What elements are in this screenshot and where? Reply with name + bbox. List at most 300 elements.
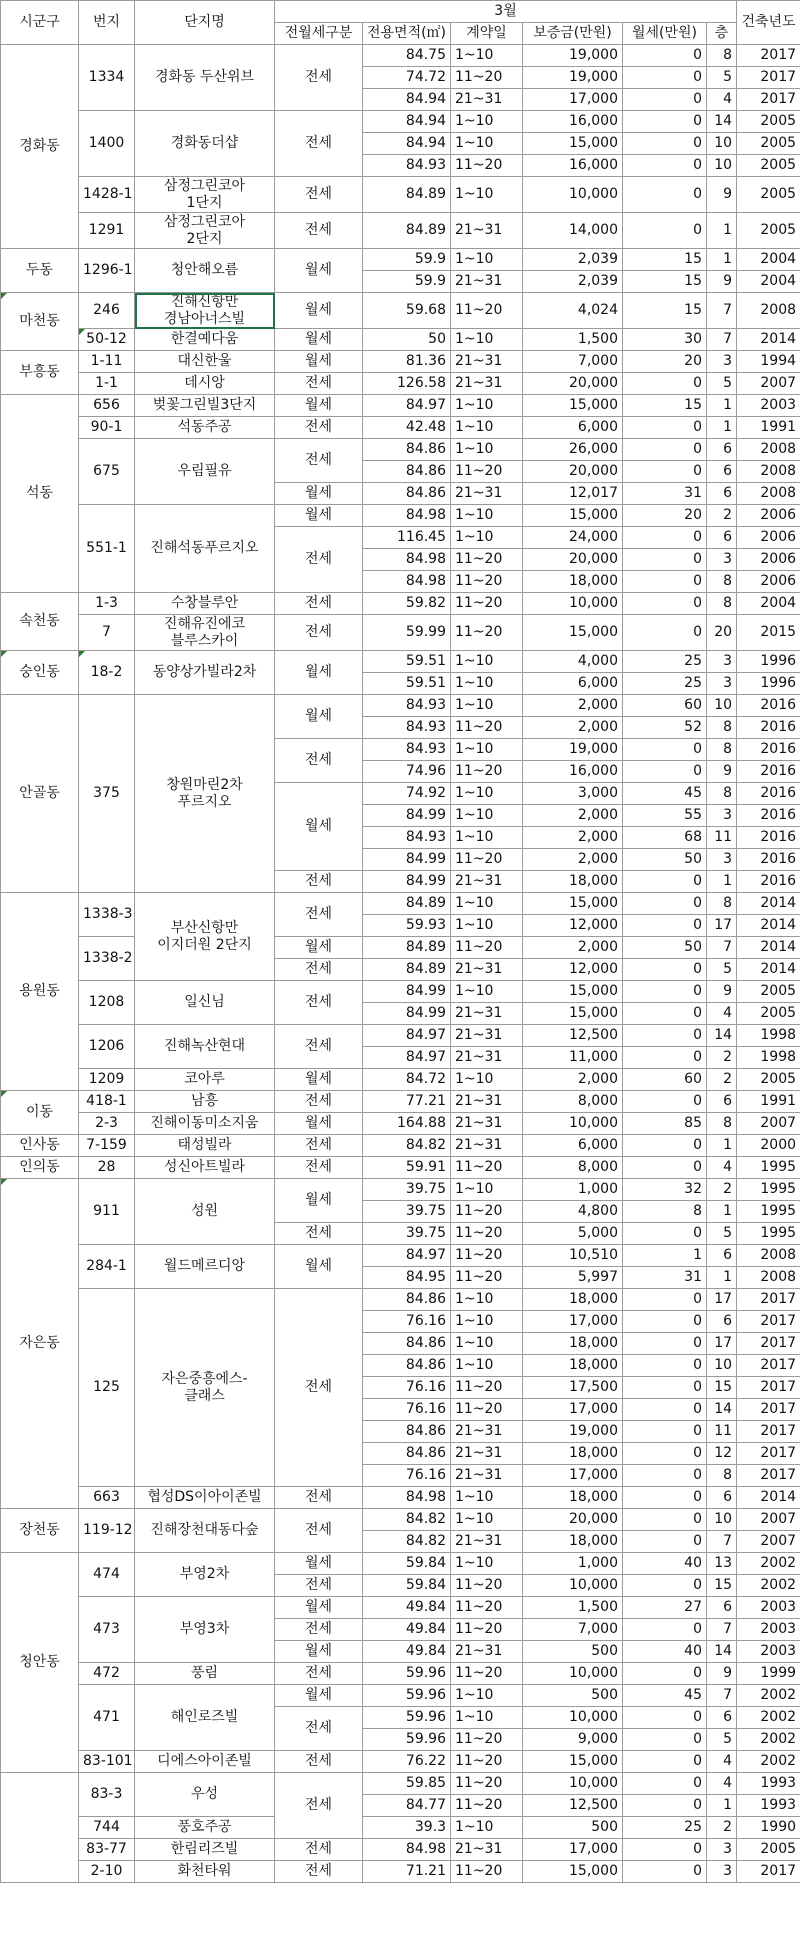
cell-year[interactable]: 2015 [737, 615, 800, 651]
cell-contract[interactable]: 1~10 [451, 1707, 523, 1729]
cell-bunji[interactable]: 125 [79, 1289, 135, 1487]
cell-rent[interactable]: 52 [623, 717, 707, 739]
cell-floor[interactable]: 1 [707, 1201, 737, 1223]
cell-rent[interactable]: 0 [623, 155, 707, 177]
cell-area[interactable]: 84.93 [363, 695, 451, 717]
cell-type[interactable]: 월세 [275, 483, 363, 505]
cell-area[interactable]: 59.85 [363, 1773, 451, 1795]
cell-deposit[interactable]: 15,000 [523, 395, 623, 417]
cell-rent[interactable]: 0 [623, 461, 707, 483]
cell-year[interactable]: 2002 [737, 1707, 800, 1729]
cell-rent[interactable]: 68 [623, 827, 707, 849]
cell-type[interactable]: 전세 [275, 871, 363, 893]
cell-rent[interactable]: 0 [623, 739, 707, 761]
header-type[interactable]: 전월세구분 [275, 23, 363, 45]
cell-type[interactable]: 월세 [275, 1685, 363, 1707]
cell-year[interactable]: 2002 [737, 1685, 800, 1707]
cell-floor[interactable]: 5 [707, 373, 737, 395]
header-month[interactable]: 3월 [275, 1, 737, 23]
cell-year[interactable]: 1996 [737, 673, 800, 695]
cell-contract[interactable]: 1~10 [451, 739, 523, 761]
cell-year[interactable]: 2016 [737, 739, 800, 761]
cell-year[interactable]: 2007 [737, 1531, 800, 1553]
cell-area[interactable]: 84.89 [363, 213, 451, 249]
cell-contract[interactable]: 11~20 [451, 1751, 523, 1773]
cell-rent[interactable]: 0 [623, 177, 707, 213]
cell-year[interactable]: 2017 [737, 1377, 800, 1399]
cell-contract[interactable]: 11~20 [451, 549, 523, 571]
cell-bunji[interactable]: 473 [79, 1597, 135, 1663]
cell-floor[interactable]: 15 [707, 1575, 737, 1597]
cell-floor[interactable]: 1 [707, 1795, 737, 1817]
cell-bunji[interactable]: 7 [79, 615, 135, 651]
cell-contract[interactable]: 11~20 [451, 1377, 523, 1399]
cell-floor[interactable]: 14 [707, 1025, 737, 1047]
cell-deposit[interactable]: 3,000 [523, 783, 623, 805]
cell-bunji[interactable]: 418-1 [79, 1091, 135, 1113]
cell-contract[interactable]: 11~20 [451, 1861, 523, 1883]
cell-contract[interactable]: 21~31 [451, 1025, 523, 1047]
cell-rent[interactable]: 0 [623, 871, 707, 893]
cell-rent[interactable]: 0 [623, 1663, 707, 1685]
cell-floor[interactable]: 6 [707, 1245, 737, 1267]
cell-floor[interactable]: 14 [707, 1399, 737, 1421]
cell-type[interactable]: 월세 [275, 293, 363, 329]
cell-year[interactable]: 2000 [737, 1135, 800, 1157]
cell-sigungu[interactable]: 경화동 [1, 45, 79, 249]
cell-area[interactable]: 84.99 [363, 1003, 451, 1025]
cell-rent[interactable]: 0 [623, 593, 707, 615]
cell-year[interactable]: 2014 [737, 893, 800, 915]
cell-contract[interactable]: 11~20 [451, 615, 523, 651]
cell-area[interactable]: 84.86 [363, 1289, 451, 1311]
cell-sigungu[interactable]: 자은동 [1, 1179, 79, 1509]
cell-floor[interactable]: 4 [707, 1773, 737, 1795]
cell-rent[interactable]: 0 [623, 45, 707, 67]
cell-danji[interactable]: 부영2차 [135, 1553, 275, 1597]
cell-deposit[interactable]: 5,000 [523, 1223, 623, 1245]
cell-area[interactable]: 84.82 [363, 1509, 451, 1531]
cell-danji[interactable]: 월드메르디앙 [135, 1245, 275, 1289]
cell-floor[interactable]: 8 [707, 739, 737, 761]
cell-rent[interactable]: 0 [623, 893, 707, 915]
cell-deposit[interactable]: 14,000 [523, 213, 623, 249]
cell-year[interactable]: 2002 [737, 1729, 800, 1751]
cell-type[interactable]: 전세 [275, 893, 363, 937]
cell-type[interactable]: 전세 [275, 593, 363, 615]
cell-year[interactable]: 2006 [737, 527, 800, 549]
cell-type[interactable]: 전세 [275, 1663, 363, 1685]
cell-rent[interactable]: 0 [623, 1003, 707, 1025]
cell-deposit[interactable]: 16,000 [523, 761, 623, 783]
cell-contract[interactable]: 11~20 [451, 571, 523, 593]
cell-contract[interactable]: 1~10 [451, 1289, 523, 1311]
cell-year[interactable]: 1998 [737, 1025, 800, 1047]
cell-bunji[interactable]: 744 [79, 1817, 135, 1839]
cell-contract[interactable]: 11~20 [451, 1245, 523, 1267]
cell-contract[interactable]: 21~31 [451, 271, 523, 293]
cell-area[interactable]: 84.89 [363, 177, 451, 213]
cell-floor[interactable]: 4 [707, 1751, 737, 1773]
cell-rent[interactable]: 0 [623, 67, 707, 89]
cell-contract[interactable]: 21~31 [451, 1839, 523, 1861]
cell-bunji[interactable]: 1334 [79, 45, 135, 111]
cell-year[interactable]: 2003 [737, 1641, 800, 1663]
cell-type[interactable]: 전세 [275, 417, 363, 439]
cell-deposit[interactable]: 18,000 [523, 571, 623, 593]
cell-area[interactable]: 76.22 [363, 1751, 451, 1773]
cell-area[interactable]: 84.86 [363, 1355, 451, 1377]
cell-floor[interactable]: 9 [707, 1663, 737, 1685]
cell-deposit[interactable]: 2,039 [523, 249, 623, 271]
cell-deposit[interactable]: 10,000 [523, 593, 623, 615]
cell-rent[interactable]: 0 [623, 1861, 707, 1883]
cell-deposit[interactable]: 18,000 [523, 1487, 623, 1509]
header-rent[interactable]: 월세(만원) [623, 23, 707, 45]
cell-sigungu[interactable]: 인사동 [1, 1135, 79, 1157]
cell-bunji[interactable]: 656 [79, 395, 135, 417]
cell-rent[interactable]: 0 [623, 981, 707, 1003]
cell-deposit[interactable]: 500 [523, 1685, 623, 1707]
cell-area[interactable]: 84.86 [363, 1333, 451, 1355]
cell-floor[interactable]: 7 [707, 1619, 737, 1641]
cell-type[interactable]: 전세 [275, 1839, 363, 1861]
cell-contract[interactable]: 1~10 [451, 827, 523, 849]
cell-area[interactable]: 84.82 [363, 1531, 451, 1553]
cell-floor[interactable]: 10 [707, 133, 737, 155]
cell-contract[interactable]: 1~10 [451, 893, 523, 915]
cell-contract[interactable]: 11~20 [451, 1619, 523, 1641]
cell-area[interactable]: 39.75 [363, 1179, 451, 1201]
cell-year[interactable]: 2005 [737, 155, 800, 177]
cell-deposit[interactable]: 15,000 [523, 615, 623, 651]
cell-rent[interactable]: 0 [623, 1509, 707, 1531]
cell-rent[interactable]: 15 [623, 271, 707, 293]
cell-year[interactable]: 2008 [737, 293, 800, 329]
cell-contract[interactable]: 11~20 [451, 1773, 523, 1795]
cell-deposit[interactable]: 19,000 [523, 67, 623, 89]
cell-contract[interactable]: 21~31 [451, 213, 523, 249]
cell-contract[interactable]: 21~31 [451, 351, 523, 373]
cell-deposit[interactable]: 8,000 [523, 1091, 623, 1113]
cell-floor[interactable]: 6 [707, 527, 737, 549]
cell-deposit[interactable]: 1,500 [523, 329, 623, 351]
cell-floor[interactable]: 7 [707, 937, 737, 959]
cell-rent[interactable]: 0 [623, 1795, 707, 1817]
cell-floor[interactable]: 5 [707, 959, 737, 981]
cell-deposit[interactable]: 18,000 [523, 1443, 623, 1465]
cell-area[interactable]: 71.21 [363, 1861, 451, 1883]
cell-year[interactable]: 2005 [737, 1839, 800, 1861]
cell-floor[interactable]: 8 [707, 571, 737, 593]
cell-area[interactable]: 59.96 [363, 1707, 451, 1729]
cell-floor[interactable]: 10 [707, 695, 737, 717]
cell-rent[interactable]: 0 [623, 1355, 707, 1377]
cell-rent[interactable]: 0 [623, 213, 707, 249]
cell-rent[interactable]: 30 [623, 329, 707, 351]
cell-rent[interactable]: 50 [623, 849, 707, 871]
cell-danji[interactable]: 한림리즈빌 [135, 1839, 275, 1861]
cell-floor[interactable]: 7 [707, 329, 737, 351]
cell-floor[interactable]: 4 [707, 89, 737, 111]
cell-contract[interactable]: 11~20 [451, 1267, 523, 1289]
cell-rent[interactable]: 0 [623, 1333, 707, 1355]
cell-contract[interactable]: 1~10 [451, 111, 523, 133]
cell-area[interactable]: 74.96 [363, 761, 451, 783]
cell-rent[interactable]: 45 [623, 783, 707, 805]
cell-bunji[interactable]: 911 [79, 1179, 135, 1245]
cell-deposit[interactable]: 2,039 [523, 271, 623, 293]
cell-floor[interactable]: 9 [707, 761, 737, 783]
cell-type[interactable]: 전세 [275, 1509, 363, 1553]
cell-rent[interactable]: 0 [623, 1443, 707, 1465]
cell-floor[interactable]: 6 [707, 1487, 737, 1509]
cell-year[interactable]: 2017 [737, 67, 800, 89]
cell-contract[interactable]: 21~31 [451, 871, 523, 893]
cell-type[interactable]: 월세 [275, 1179, 363, 1223]
cell-contract[interactable]: 1~10 [451, 1311, 523, 1333]
cell-contract[interactable]: 21~31 [451, 1421, 523, 1443]
cell-year[interactable]: 2005 [737, 111, 800, 133]
cell-area[interactable]: 59.84 [363, 1553, 451, 1575]
cell-contract[interactable]: 1~10 [451, 45, 523, 67]
cell-rent[interactable]: 60 [623, 1069, 707, 1091]
cell-danji[interactable]: 협성DS이아이존빌 [135, 1487, 275, 1509]
cell-danji[interactable]: 벚꽃그린빌3단지 [135, 395, 275, 417]
cell-type[interactable]: 전세 [275, 527, 363, 593]
cell-floor[interactable]: 9 [707, 177, 737, 213]
cell-area[interactable]: 42.48 [363, 417, 451, 439]
cell-rent[interactable]: 31 [623, 1267, 707, 1289]
cell-deposit[interactable]: 6,000 [523, 417, 623, 439]
cell-rent[interactable]: 31 [623, 483, 707, 505]
cell-contract[interactable]: 11~20 [451, 1399, 523, 1421]
cell-area[interactable]: 84.89 [363, 937, 451, 959]
cell-contract[interactable]: 1~10 [451, 505, 523, 527]
cell-contract[interactable]: 1~10 [451, 651, 523, 673]
cell-area[interactable]: 39.75 [363, 1201, 451, 1223]
cell-area[interactable]: 84.86 [363, 1421, 451, 1443]
cell-sigungu[interactable]: 두동 [1, 249, 79, 293]
cell-contract[interactable]: 21~31 [451, 1531, 523, 1553]
cell-year[interactable]: 2003 [737, 395, 800, 417]
cell-deposit[interactable]: 7,000 [523, 351, 623, 373]
cell-rent[interactable]: 45 [623, 1685, 707, 1707]
cell-year[interactable]: 2007 [737, 1113, 800, 1135]
cell-rent[interactable]: 20 [623, 351, 707, 373]
cell-contract[interactable]: 11~20 [451, 937, 523, 959]
cell-rent[interactable]: 0 [623, 761, 707, 783]
cell-contract[interactable]: 1~10 [451, 1179, 523, 1201]
cell-year[interactable]: 2005 [737, 133, 800, 155]
cell-type[interactable]: 전세 [275, 1619, 363, 1641]
cell-area[interactable]: 84.77 [363, 1795, 451, 1817]
cell-year[interactable]: 1993 [737, 1795, 800, 1817]
cell-type[interactable]: 전세 [275, 1025, 363, 1069]
cell-floor[interactable]: 2 [707, 1047, 737, 1069]
cell-rent[interactable]: 0 [623, 1025, 707, 1047]
cell-deposit[interactable]: 19,000 [523, 1421, 623, 1443]
cell-area[interactable]: 59.96 [363, 1685, 451, 1707]
cell-danji[interactable]: 삼정그린코아 1단지 [135, 177, 275, 213]
cell-area[interactable]: 39.3 [363, 1817, 451, 1839]
cell-floor[interactable]: 4 [707, 1157, 737, 1179]
cell-rent[interactable]: 15 [623, 293, 707, 329]
cell-year[interactable]: 1993 [737, 1773, 800, 1795]
cell-year[interactable]: 1994 [737, 351, 800, 373]
cell-deposit[interactable]: 26,000 [523, 439, 623, 461]
cell-year[interactable]: 2002 [737, 1751, 800, 1773]
cell-year[interactable]: 2016 [737, 805, 800, 827]
cell-deposit[interactable]: 10,000 [523, 1773, 623, 1795]
cell-danji[interactable]: 동양상가빌라2차 [135, 651, 275, 695]
cell-deposit[interactable]: 5,997 [523, 1267, 623, 1289]
cell-bunji[interactable]: 1296-1 [79, 249, 135, 293]
cell-sigungu[interactable]: 마천동 [1, 293, 79, 351]
cell-deposit[interactable]: 2,000 [523, 1069, 623, 1091]
cell-area[interactable]: 76.16 [363, 1465, 451, 1487]
cell-area[interactable]: 59.99 [363, 615, 451, 651]
cell-deposit[interactable]: 17,000 [523, 1465, 623, 1487]
cell-rent[interactable]: 20 [623, 505, 707, 527]
cell-rent[interactable]: 0 [623, 1289, 707, 1311]
cell-deposit[interactable]: 17,000 [523, 1839, 623, 1861]
cell-floor[interactable]: 8 [707, 717, 737, 739]
cell-danji[interactable]: 데시앙 [135, 373, 275, 395]
cell-danji[interactable]: 해인로즈빌 [135, 1685, 275, 1751]
header-sigungu[interactable]: 시군구 [1, 1, 79, 45]
cell-bunji[interactable]: 1-1 [79, 373, 135, 395]
cell-bunji[interactable]: 90-1 [79, 417, 135, 439]
cell-danji[interactable]: 화천타워 [135, 1861, 275, 1883]
cell-rent[interactable]: 85 [623, 1113, 707, 1135]
cell-floor[interactable]: 11 [707, 1421, 737, 1443]
cell-year[interactable]: 2017 [737, 1399, 800, 1421]
cell-year[interactable]: 2008 [737, 439, 800, 461]
cell-year[interactable]: 2017 [737, 1355, 800, 1377]
cell-year[interactable]: 2004 [737, 249, 800, 271]
cell-deposit[interactable]: 10,000 [523, 1575, 623, 1597]
cell-type[interactable]: 전세 [275, 213, 363, 249]
header-floor[interactable]: 층 [707, 23, 737, 45]
cell-floor[interactable]: 12 [707, 1443, 737, 1465]
cell-area[interactable]: 84.97 [363, 395, 451, 417]
cell-area[interactable]: 76.16 [363, 1399, 451, 1421]
cell-bunji[interactable]: 1338-3 [79, 893, 135, 937]
cell-area[interactable]: 59.96 [363, 1663, 451, 1685]
cell-year[interactable]: 2008 [737, 1245, 800, 1267]
cell-floor[interactable]: 2 [707, 1179, 737, 1201]
cell-contract[interactable]: 11~20 [451, 593, 523, 615]
cell-type[interactable]: 전세 [275, 111, 363, 177]
cell-area[interactable]: 74.92 [363, 783, 451, 805]
cell-floor[interactable]: 5 [707, 1223, 737, 1245]
cell-rent[interactable]: 0 [623, 373, 707, 395]
cell-bunji[interactable]: 663 [79, 1487, 135, 1509]
cell-contract[interactable]: 11~20 [451, 1201, 523, 1223]
cell-area[interactable]: 84.99 [363, 871, 451, 893]
cell-danji[interactable]: 우림필유 [135, 439, 275, 505]
cell-floor[interactable]: 7 [707, 1685, 737, 1707]
cell-deposit[interactable]: 12,000 [523, 959, 623, 981]
cell-danji[interactable]: 창원마린2차 푸르지오 [135, 695, 275, 893]
cell-area[interactable]: 84.97 [363, 1025, 451, 1047]
cell-area[interactable]: 84.86 [363, 1443, 451, 1465]
cell-area[interactable]: 116.45 [363, 527, 451, 549]
cell-floor[interactable]: 9 [707, 981, 737, 1003]
cell-area[interactable]: 84.86 [363, 461, 451, 483]
cell-area[interactable]: 84.89 [363, 893, 451, 915]
cell-year[interactable]: 2017 [737, 1289, 800, 1311]
cell-danji[interactable]: 성신아트빌라 [135, 1157, 275, 1179]
cell-type[interactable]: 전세 [275, 1575, 363, 1597]
cell-contract[interactable]: 21~31 [451, 959, 523, 981]
cell-contract[interactable]: 11~20 [451, 1157, 523, 1179]
cell-danji[interactable]: 석동주공 [135, 417, 275, 439]
header-deposit[interactable]: 보증금(만원) [523, 23, 623, 45]
header-bunji[interactable]: 번지 [79, 1, 135, 45]
cell-floor[interactable]: 3 [707, 805, 737, 827]
cell-contract[interactable]: 1~10 [451, 1509, 523, 1531]
cell-floor[interactable]: 6 [707, 483, 737, 505]
cell-type[interactable]: 전세 [275, 959, 363, 981]
cell-type[interactable]: 전세 [275, 1773, 363, 1839]
cell-bunji[interactable]: 551-1 [79, 505, 135, 593]
cell-floor[interactable]: 1 [707, 249, 737, 271]
cell-floor[interactable]: 8 [707, 1113, 737, 1135]
cell-floor[interactable]: 3 [707, 849, 737, 871]
cell-type[interactable]: 월세 [275, 1069, 363, 1091]
cell-rent[interactable]: 0 [623, 1091, 707, 1113]
cell-contract[interactable]: 21~31 [451, 89, 523, 111]
cell-floor[interactable]: 3 [707, 351, 737, 373]
cell-rent[interactable]: 55 [623, 805, 707, 827]
cell-contract[interactable]: 1~10 [451, 981, 523, 1003]
cell-contract[interactable]: 1~10 [451, 1817, 523, 1839]
cell-deposit[interactable]: 15,000 [523, 505, 623, 527]
cell-area[interactable]: 84.99 [363, 805, 451, 827]
cell-area[interactable]: 84.95 [363, 1267, 451, 1289]
cell-deposit[interactable]: 20,000 [523, 1509, 623, 1531]
cell-area[interactable]: 59.9 [363, 271, 451, 293]
cell-type[interactable]: 전세 [275, 615, 363, 651]
cell-type[interactable]: 전세 [275, 1751, 363, 1773]
cell-danji[interactable]: 부산신항만 이지더원 2단지 [135, 893, 275, 981]
cell-year[interactable]: 1991 [737, 1091, 800, 1113]
cell-floor[interactable]: 6 [707, 439, 737, 461]
cell-area[interactable]: 84.94 [363, 89, 451, 111]
cell-area[interactable]: 39.75 [363, 1223, 451, 1245]
cell-deposit[interactable]: 19,000 [523, 739, 623, 761]
cell-floor[interactable]: 2 [707, 505, 737, 527]
cell-sigungu[interactable]: 숭인동 [1, 651, 79, 695]
cell-year[interactable]: 2016 [737, 761, 800, 783]
cell-deposit[interactable]: 2,000 [523, 805, 623, 827]
cell-deposit[interactable]: 15,000 [523, 1861, 623, 1883]
cell-bunji[interactable]: 1338-2 [79, 937, 135, 981]
cell-floor[interactable]: 6 [707, 1311, 737, 1333]
cell-deposit[interactable]: 20,000 [523, 549, 623, 571]
cell-deposit[interactable]: 18,000 [523, 1531, 623, 1553]
cell-type[interactable]: 전세 [275, 1223, 363, 1245]
cell-contract[interactable]: 1~10 [451, 1685, 523, 1707]
cell-bunji[interactable]: 1206 [79, 1025, 135, 1069]
cell-contract[interactable]: 11~20 [451, 1223, 523, 1245]
cell-danji[interactable]: 진해이동미소지움 [135, 1113, 275, 1135]
cell-year[interactable]: 2006 [737, 571, 800, 593]
cell-floor[interactable]: 8 [707, 893, 737, 915]
cell-danji[interactable]: 풍림 [135, 1663, 275, 1685]
